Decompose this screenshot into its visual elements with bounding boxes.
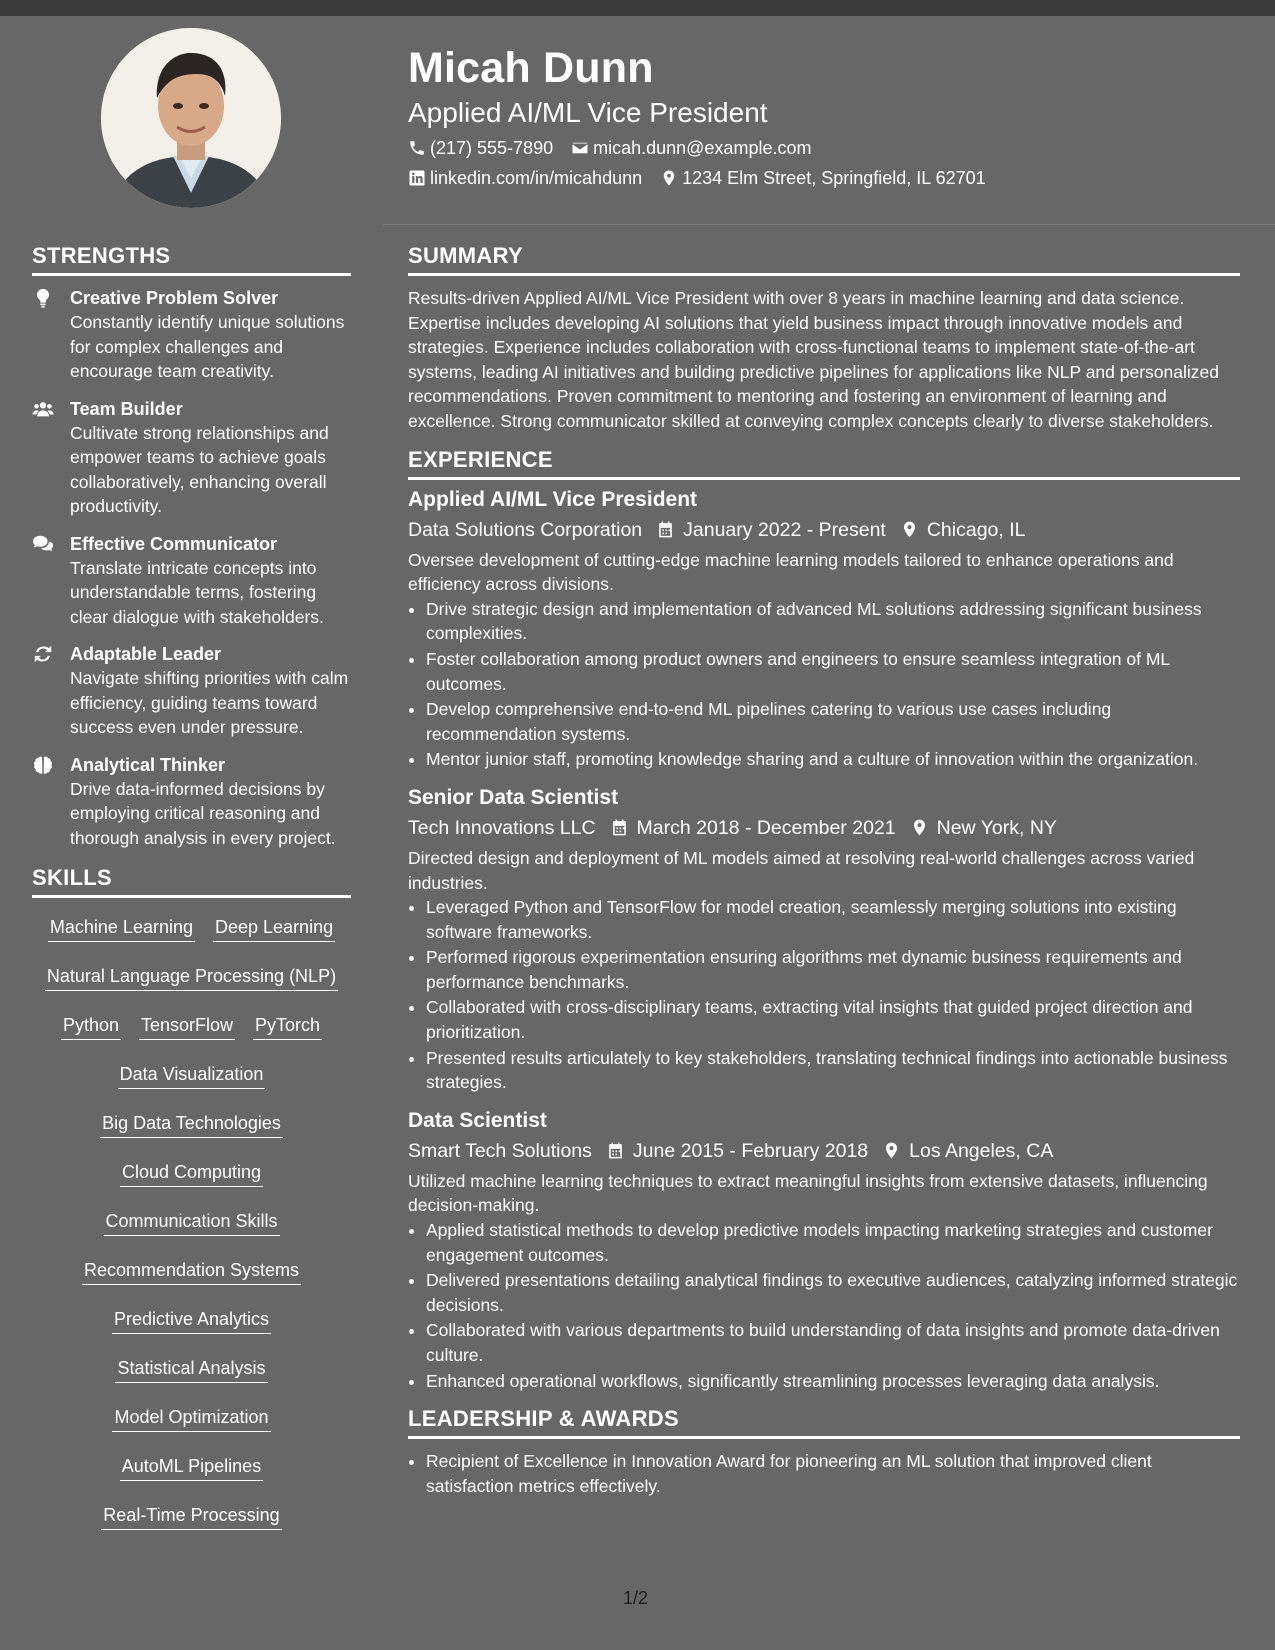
location-text: Chicago, IL <box>926 518 1026 541</box>
calendar-icon <box>656 520 675 539</box>
bullet-item: • Leveraged Python and TensorFlow for model creation, seamlessly merging solutions into existing software frameworks. <box>426 895 1240 944</box>
skill-tag: AutoML Pipelines <box>120 1454 263 1481</box>
company-text: Data Solutions Corporation <box>408 518 643 541</box>
dates-text: June 2015 - February 2018 <box>632 1139 869 1162</box>
skill-tag: Big Data Technologies <box>100 1111 283 1138</box>
strength-desc: Navigate shifting priorities with calm efficiency, guiding teams toward success even under pressure. <box>70 668 349 737</box>
skill-tag: Python <box>61 1013 121 1040</box>
calendar-icon <box>606 1141 625 1160</box>
skill-tag: Deep Learning <box>213 915 335 942</box>
strength-name: Adaptable Leader <box>70 644 222 664</box>
brain-icon <box>32 754 56 778</box>
job-bullets <box>408 597 1240 772</box>
bullet-item: • Enhanced operational workflows, significantly streamlining processes leveraging data analysis. <box>426 1369 1240 1394</box>
job-entry <box>408 486 1240 772</box>
bullet-item: • Collaborated with various departments to build understanding of data insights and promote data-driven culture. <box>426 1318 1240 1367</box>
job-location <box>910 814 1057 842</box>
bullet-item: • Collaborated with cross-disciplinary teams, extracting vital insights that guided project direction and prioritization. <box>426 995 1240 1044</box>
strength-desc: Translate intricate concepts into understandable terms, fostering clear dialogue with stakeholders. <box>70 557 324 627</box>
job-bullets <box>408 895 1240 1095</box>
skill-tag: Model Optimization <box>112 1405 270 1432</box>
job-entry <box>408 1107 1240 1393</box>
job-desc: Oversee development of cutting-edge machine learning models tailored to enhance operations and efficiency across divisions. <box>408 549 1174 595</box>
right-column <box>408 242 1240 1499</box>
job-meta <box>408 516 1240 544</box>
skill-tag: TensorFlow <box>139 1013 235 1040</box>
skills-list <box>32 908 351 1545</box>
job-dates <box>656 516 886 544</box>
bullet-item: • Foster collaboration among product owners and engineers to ensure seamless integration of ML outcomes. <box>426 647 1240 696</box>
users-icon <box>32 398 56 422</box>
section-divider <box>32 895 351 898</box>
linkedin-text: linkedin.com/in/micahdunn <box>430 168 643 188</box>
bullet-item: • Applied statistical methods to develop predictive models impacting marketing strategies and customer engagement outcomes. <box>426 1218 1240 1267</box>
skill-tag: Data Visualization <box>118 1062 266 1089</box>
skill-tag: Predictive Analytics <box>112 1307 271 1334</box>
skill-tag: Machine Learning <box>48 915 195 942</box>
page-number: 1/2 <box>623 1588 649 1608</box>
skill-tag: Statistical Analysis <box>115 1356 267 1383</box>
candidate-title: Applied AI/ML Vice President <box>408 97 768 128</box>
job-role: Applied AI/ML Vice President <box>408 487 698 511</box>
strengths-title: STRENGTHS <box>32 243 171 268</box>
calendar-icon <box>610 818 629 837</box>
job-location <box>900 516 1026 544</box>
top-bar <box>0 0 1275 16</box>
strength-item <box>32 397 351 519</box>
strength-item <box>32 642 351 740</box>
contact-address <box>660 166 986 190</box>
strength-name: Effective Communicator <box>70 533 278 554</box>
strength-name: Team Builder <box>70 398 183 419</box>
job-company <box>408 1137 592 1165</box>
bullet-item: • Performed rigorous experimentation ensuring algorithms met dynamic business requirements and performance benchmarks. <box>426 945 1240 994</box>
left-column <box>32 242 351 1545</box>
map-marker-icon <box>882 1141 901 1160</box>
job-company <box>408 814 596 842</box>
strength-desc: Cultivate strong relationships and empower teams to achieve goals collaboratively, enhancing overall productivity. <box>70 422 329 516</box>
dates-text: March 2018 - December 2021 <box>636 816 896 839</box>
linkedin-icon <box>408 169 426 187</box>
job-meta <box>408 1137 1240 1165</box>
resume-page <box>0 16 1275 1650</box>
bullet-item: • Mentor junior staff, promoting knowledge sharing and a culture of innovation within the organization. <box>426 747 1240 772</box>
section-divider <box>408 477 1240 480</box>
job-dates <box>606 1137 868 1165</box>
sync-icon <box>32 643 56 667</box>
contact-linkedin[interactable] <box>408 166 642 190</box>
job-dates <box>610 814 896 842</box>
bullet-item: • Develop comprehensive end-to-end ML pipelines catering to various use cases including recommendation systems. <box>426 697 1240 746</box>
company-text: Smart Tech Solutions <box>408 1139 592 1162</box>
envelope-icon <box>571 139 589 157</box>
job-location <box>882 1137 1053 1165</box>
strength-item <box>32 753 351 851</box>
phone-icon <box>408 139 426 157</box>
skill-tag: Communication Skills <box>103 1209 279 1236</box>
bullet-item: • Drive strategic design and implementation of advanced ML solutions addressing significant business complexities. <box>426 597 1240 646</box>
skill-tag: Natural Language Processing (NLP) <box>45 964 338 991</box>
strength-desc: Drive data-informed decisions by employing critical reasoning and thorough analysis in every project. <box>70 778 336 848</box>
job-entry <box>408 784 1240 1095</box>
strength-item <box>32 286 351 384</box>
bullet-item: • Delivered presentations detailing analytical findings to executive audiences, catalyzing informed strategic decisions. <box>426 1268 1240 1317</box>
strength-name: Analytical Thinker <box>70 754 226 775</box>
location-text: New York, NY <box>936 816 1057 839</box>
job-desc: Directed design and deployment of ML models aimed at resolving real-world challenges across varied industries. <box>408 847 1195 893</box>
skill-tag: Recommendation Systems <box>82 1258 301 1285</box>
lightbulb-icon <box>32 287 56 311</box>
skill-tag: PyTorch <box>253 1013 322 1040</box>
awards-bullets <box>408 1449 1240 1498</box>
header-divider <box>383 224 1275 225</box>
bullet-item: • Recipient of Excellence in Innovation Award for pioneering an ML solution that improved client satisfaction metrics effectively. <box>426 1449 1240 1498</box>
section-divider <box>408 273 1240 276</box>
summary-text: Results-driven Applied AI/ML Vice President with over 8 years in machine learning and data science. Expertise includes developing AI solutions that yield business impact through innovative models and strategies. Experience includes collaboration with cross-functional teams to implement state-of-the-art systems, leading AI initiatives and building predictive pipelines for applications like NLP and personalized recommendations. Proven commitment to mentoring and fostering an environment of learning and excellence. Strong communicator skilled at conveying complex concepts clearly to diverse stakeholders. <box>408 288 1219 431</box>
dates-text: January 2022 - Present <box>683 518 886 541</box>
contact-row-2 <box>408 166 1248 190</box>
resume-header <box>408 42 1248 190</box>
map-marker-icon <box>660 169 678 187</box>
skill-tag: Cloud Computing <box>120 1160 263 1187</box>
summary-title: SUMMARY <box>408 243 523 268</box>
contact-row-1 <box>408 136 1248 160</box>
job-role: Data Scientist <box>408 1108 547 1132</box>
skills-title: SKILLS <box>32 865 113 890</box>
map-marker-icon <box>900 520 919 539</box>
job-meta <box>408 814 1240 842</box>
strength-item <box>32 532 351 630</box>
contact-phone[interactable] <box>408 136 553 160</box>
experience-title: EXPERIENCE <box>408 446 553 472</box>
job-desc: Utilized machine learning techniques to extract meaningful insights from extensive datasets, influencing decision-making. <box>408 1170 1208 1216</box>
contact-email[interactable] <box>571 136 811 160</box>
company-text: Tech Innovations LLC <box>408 816 596 839</box>
strength-desc: Constantly identify unique solutions for complex challenges and encourage team creativity. <box>70 312 345 381</box>
comments-icon <box>32 533 56 557</box>
strength-name: Creative Problem Solver <box>70 288 279 308</box>
job-role: Senior Data Scientist <box>408 785 619 809</box>
skill-tag: Real-Time Processing <box>101 1503 281 1530</box>
profile-photo <box>101 28 281 208</box>
email-text: micah.dunn@example.com <box>593 138 812 158</box>
candidate-name: Micah Dunn <box>408 44 654 92</box>
job-company <box>408 516 642 544</box>
phone-text: (217) 555-7890 <box>430 138 554 158</box>
address-text: 1234 Elm Street, Springfield, IL 62701 <box>682 168 986 188</box>
job-bullets <box>408 1218 1240 1393</box>
bullet-item: • Presented results articulately to key stakeholders, translating technical findings into actionable business strategies. <box>426 1046 1240 1095</box>
map-marker-icon <box>910 818 929 837</box>
section-divider <box>32 273 351 276</box>
section-divider <box>408 1436 1240 1439</box>
awards-title: LEADERSHIP & AWARDS <box>408 1406 679 1432</box>
location-text: Los Angeles, CA <box>909 1139 1054 1162</box>
